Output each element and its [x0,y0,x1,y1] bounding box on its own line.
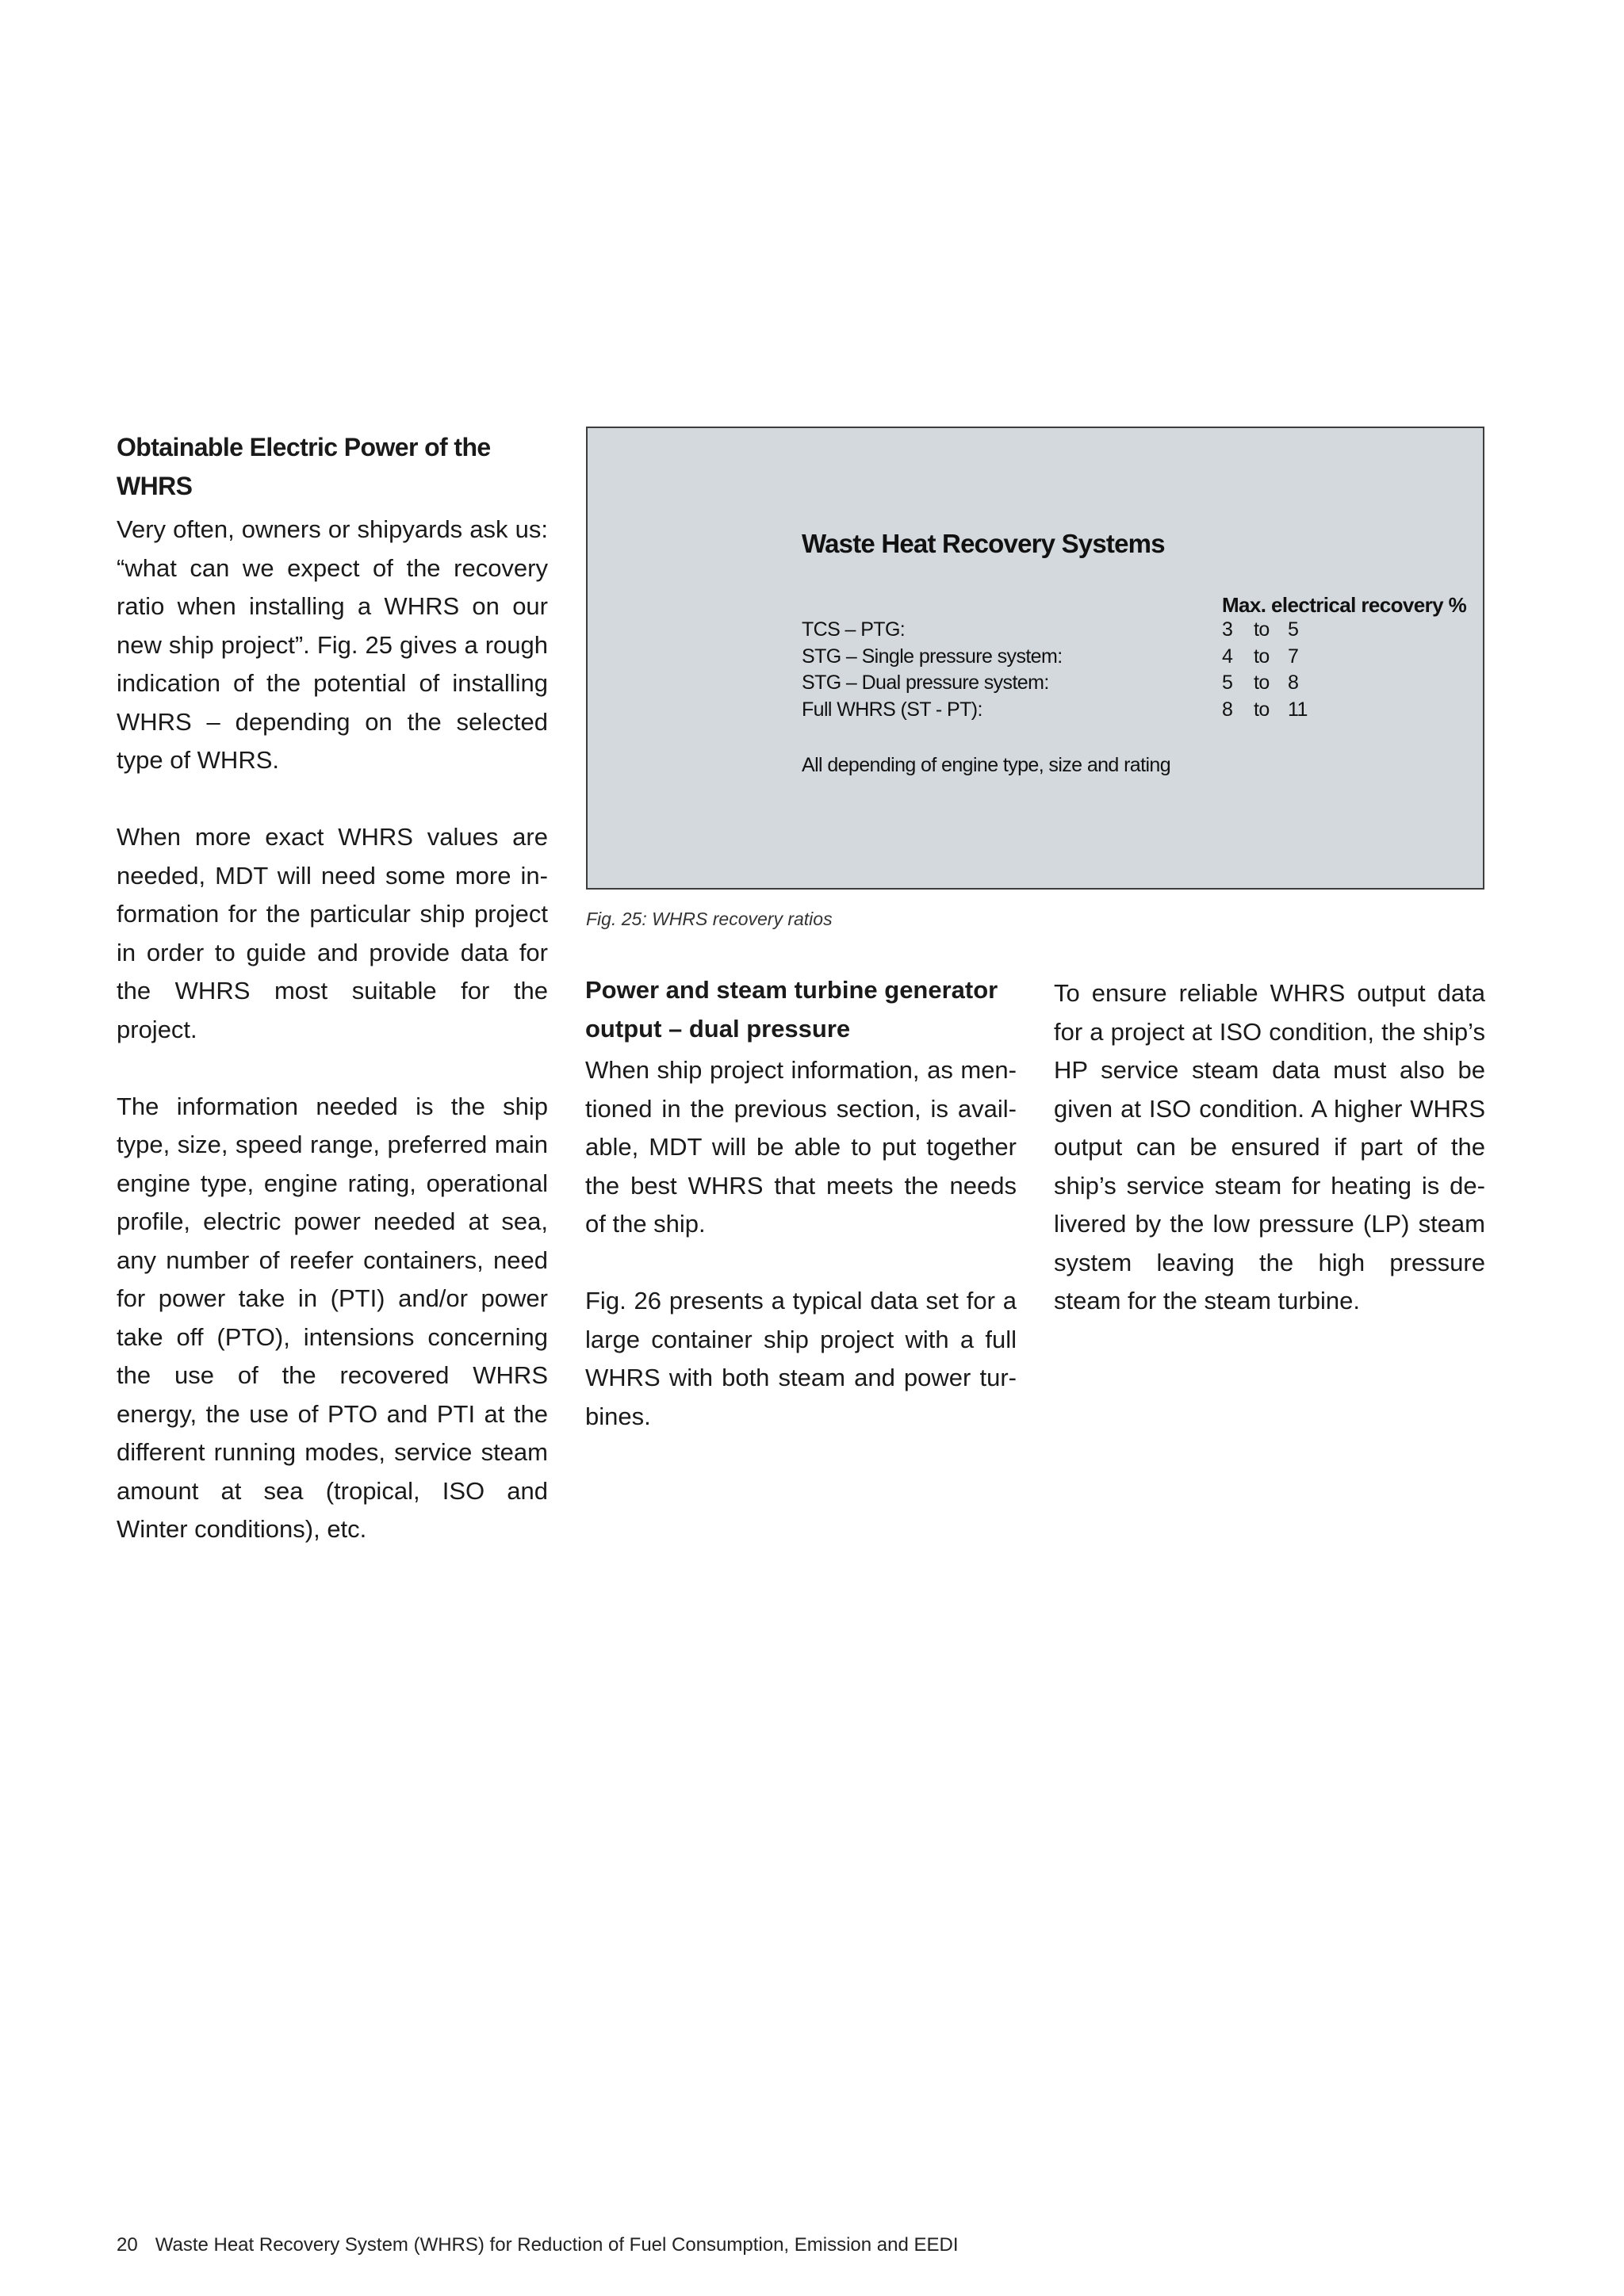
row-min-value: 3 [1222,618,1233,641]
figure-caption: Fig. 25: WHRS recovery ratios [586,909,833,929]
right-column [1054,974,1485,1321]
row-label: STG – Single pressure system: [802,645,1063,668]
paragraph: Fig. 26 presents a typical data set for a large container ship project with a full WHRS with both steam and power turbines. [585,1287,1017,1430]
row-to-word: to [1254,645,1270,668]
row-min-value: 8 [1222,698,1233,721]
row-min-value: 5 [1222,672,1233,694]
row-label: Full WHRS (ST - PT): [802,698,982,721]
row-max-value: 11 [1288,698,1308,721]
section-heading-dual-pressure: Power and steam turbine generator output – dual pressure [585,976,998,1043]
figure-column-header: Max. electrical recovery % [1222,593,1467,617]
page-number: 20 [117,2234,138,2256]
figure-whrs-recovery-ratios [586,427,1484,890]
figure-table [802,618,1436,725]
page-footer [117,2234,959,2256]
row-to-word: to [1254,672,1270,694]
paragraph: Very often, owners or shipyards ask us: “what can we expect of the recovery ratio when installing a WHRS on our new ship project”. Fig. 25 gives a rough indication of the potential of installing WHRS – depending on the selected type of WHRS. [117,515,548,774]
row-label: STG – Dual pressure system: [802,672,1049,694]
row-min-value: 4 [1222,645,1233,668]
paragraph: To ensure reliable WHRS output data for a project at ISO condition, the ship’s HP service steam data must also be given at ISO condition. A higher WHRS output can be ensured if part of the ship’s service steam for heating is delivered by the low pressure (LP) steam system leaving the high pressure steam for the steam turbine. [1054,979,1485,1314]
row-to-word: to [1254,618,1270,641]
footer-title: Waste Heat Recovery System (WHRS) for Reduction of Fuel Consumption, Emission and EEDI [155,2234,959,2256]
middle-column [585,971,1017,1436]
row-max-value: 7 [1288,645,1299,668]
paragraph: The information needed is the ship type, size, speed range, preferred main engine type, engine rating, operational profile, electric power needed at sea, any number of reefer containers, need for power take in (PTI) and/or power take off (PTO), intensions concerning the use of the recovered WHRS energy, the use of PTO and PTI at the different running modes, service steam amount at sea (tropical, ISO and Winter conditions), etc. [117,1092,548,1543]
paragraph: When ship project information, as mentioned in the previous section, is available, MDT will be able to put together the best WHRS that meets the needs of the ship. [585,1056,1017,1238]
row-max-value: 8 [1288,672,1299,694]
figure-row [802,672,1436,698]
figure-note: All depending of engine type, size and rating [802,754,1171,776]
figure-row [802,618,1436,645]
figure-row [802,698,1436,725]
paragraph: When more exact WHRS values are needed, MDT will need some more information for the particular ship project in order to guide and provide data for the WHRS most suitable for the project. [117,823,548,1043]
left-column [117,428,548,1549]
section-heading-obtainable-power: Obtainable Electric Power of the WHRS [117,433,491,500]
figure-title: Waste Heat Recovery Systems [802,529,1165,558]
row-to-word: to [1254,698,1270,721]
row-label: TCS – PTG: [802,618,906,641]
row-max-value: 5 [1288,618,1299,641]
figure-row [802,645,1436,672]
